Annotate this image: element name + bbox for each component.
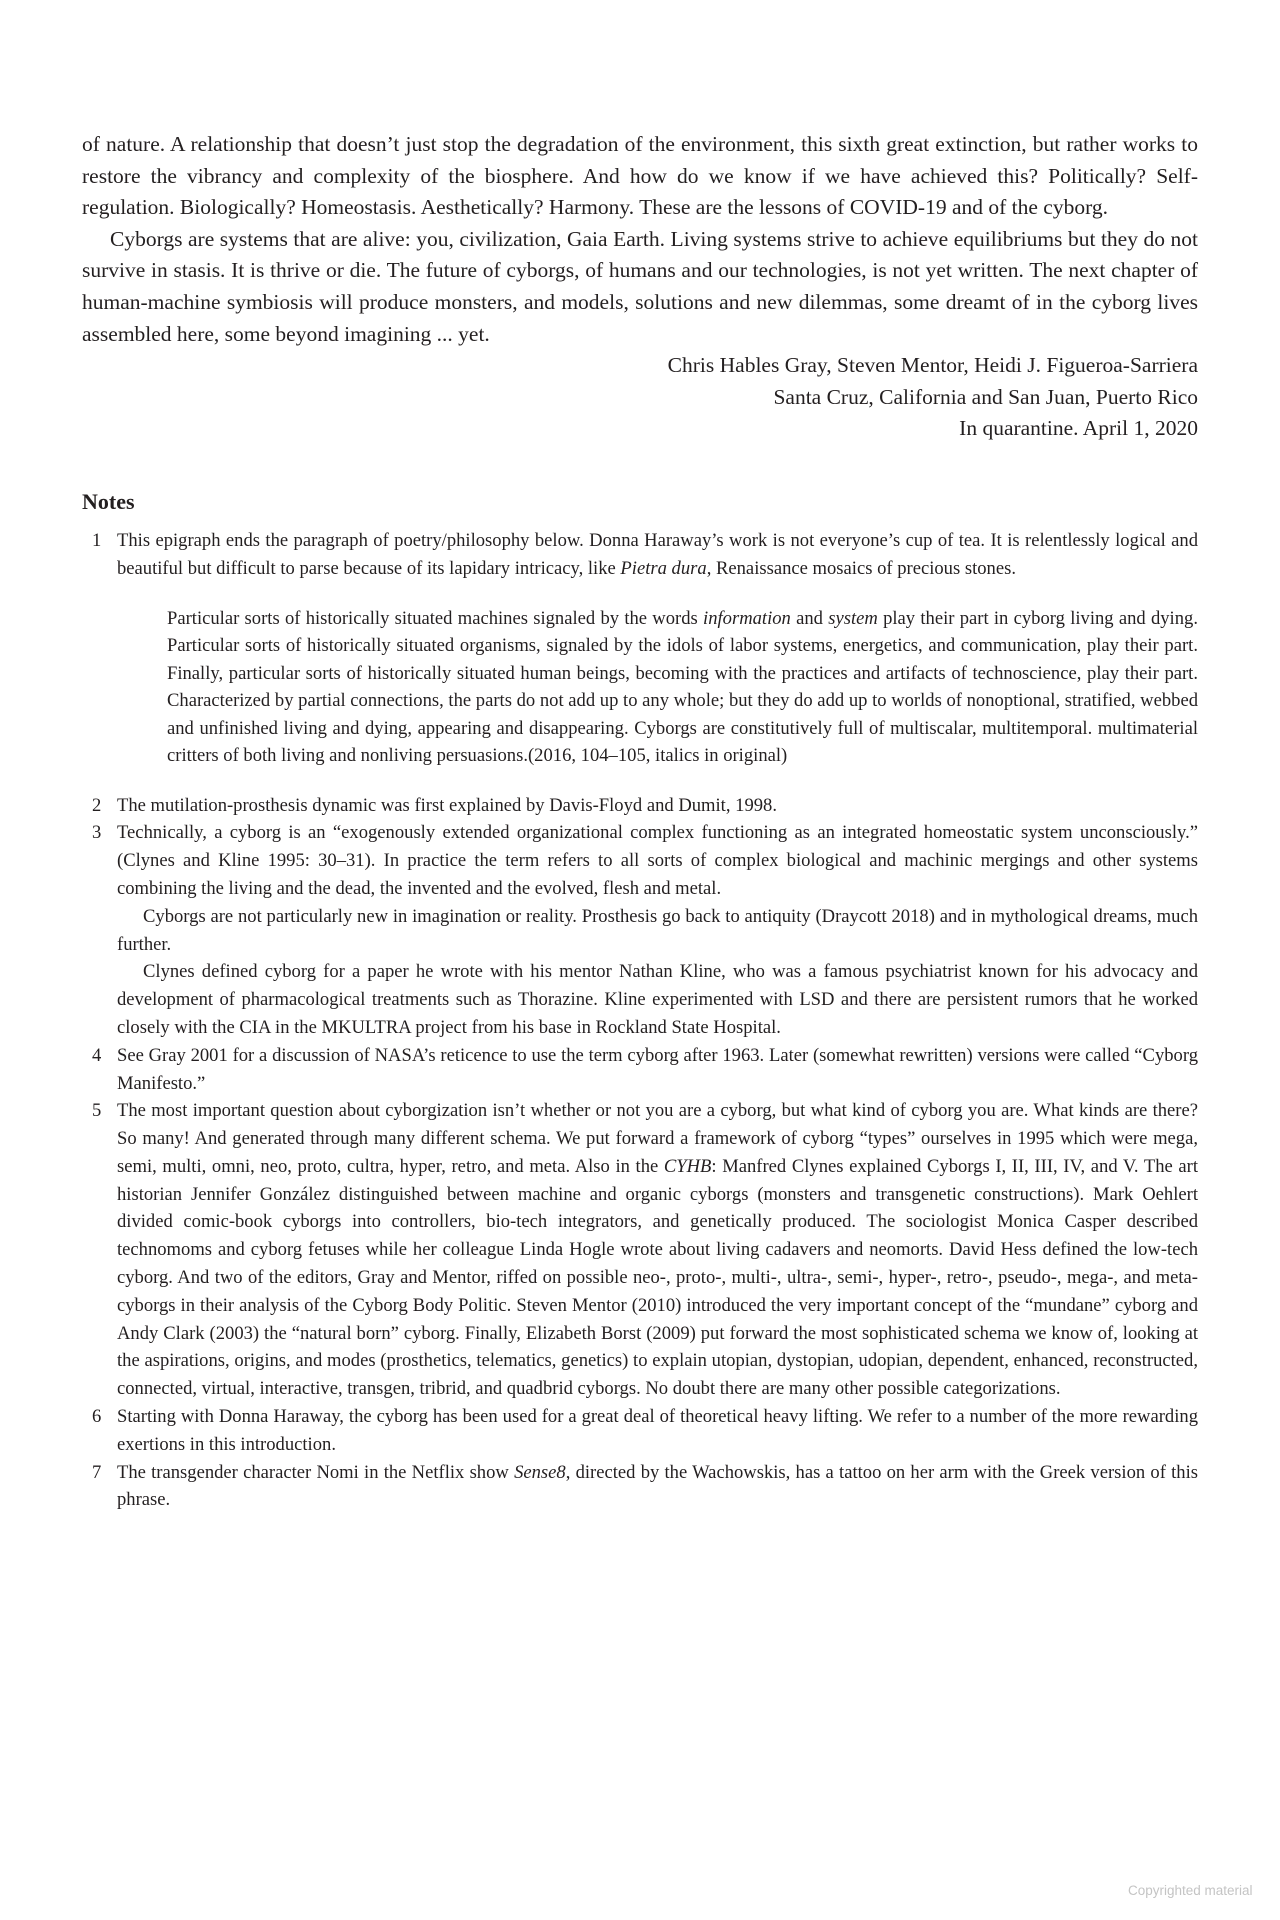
- text-run: Starting with Donna Haraway, the cyborg has been used for a great deal of theoretical heavy lifting. We refer to a number of the more rewarding exertions in this introduction.: [117, 1406, 1198, 1455]
- italic-text: information: [703, 607, 791, 629]
- note-number: 4: [92, 1044, 102, 1066]
- note-number: 6: [92, 1406, 102, 1428]
- signature-location: Santa Cruz, California and San Juan, Puerto Rico: [773, 384, 1198, 409]
- note-number: 5: [92, 1100, 102, 1122]
- note-item-3: [82, 819, 1198, 1041]
- note-number: 1: [92, 529, 102, 551]
- text-run: , Renaissance mosaics of precious stones.: [706, 557, 1016, 579]
- note-paragraph: [117, 1042, 1198, 1098]
- text-run: See Gray 2001 for a discussion of NASA’s reticence to use the term cyborg after 1963. Later (somewhat rewritten) versions were called “Cyborg Manifesto.”: [117, 1044, 1198, 1094]
- signature-date: In quarantine. April 1, 2020: [959, 416, 1198, 441]
- text-run: The transgender character Nomi in the Netflix show: [117, 1461, 515, 1483]
- main-body-text: [82, 129, 1198, 350]
- text-run: Particular sorts of historically situated machines signaled by the words: [167, 607, 704, 629]
- note-paragraph: [117, 903, 1198, 959]
- note-number: 3: [92, 822, 102, 844]
- note-item-1: [82, 527, 1198, 770]
- notes-heading: Notes: [82, 488, 135, 514]
- italic-text: CYHB: [663, 1155, 712, 1177]
- note-paragraph: [117, 527, 1198, 583]
- text-run: Clynes defined cyborg for a paper he wrote with his mentor Nathan Kline, who was a famous psychiatrist known for his advocacy and development of pharmacological treatments such as Thorazine. Kline experimented with LSD and there are persistent rumors that he worked closely with the CIA in the MKULTRA project from his base in Rockland State Hospital.: [117, 961, 1198, 1038]
- note-paragraph: [117, 1403, 1198, 1459]
- body-paragraph-2: [82, 224, 1198, 350]
- text-run: play their part in cyborg living and dying. Particular sorts of historically situated organisms, signaled by the idols of labor systems, energetics, and communication, play their part. Finally, particular sorts of historically situated human beings, becoming with the practices and artifacts of technoscience, play their part. Characterized by partial connections, the parts do not add up to any whole; but they do add up to worlds of nonoptional, stratified, webbed and unfinished living and dying, appearing and disappearing. Cyborgs are constitutively full of multiscalar, multitemporal. multimaterial critters of both living and nonliving persuasions.(2016, 104–105, italics in original): [167, 607, 1198, 767]
- text-run: The most important question about cyborgization isn’t whether or not you are a cyborg, but what kind of cyborg you are. What kinds are there? So many! And generated through many different schema. We put forward a framework of cyborg “types” ourselves in 1995 which were mega, semi, multi, omni, neo, proto, cultra, hyper, retro, and meta. Also in the: [117, 1100, 1198, 1177]
- text-run: The mutilation-prosthesis dynamic was first explained by Davis-Floyd and Dumit, 1998.: [117, 794, 777, 816]
- text-run: of nature. A relationship that doesn’t just stop the degradation of the environment, this sixth great extinction, but rather works to restore the vibrancy and complexity of the biosphere. And how do we know if we have achieved this? Politically? Self-regulation. Biologically? Homeostasis. Aesthetically? Harmony. These are the lessons of COVID-19 and of the cyborg.: [82, 132, 1198, 220]
- note-block-quote: [167, 605, 1198, 770]
- note-paragraph: [117, 819, 1198, 902]
- body-paragraph-1: [82, 129, 1198, 224]
- note-item-2: [82, 792, 1198, 820]
- notes-list: [82, 527, 1198, 1514]
- text-run: Cyborgs are not particularly new in imagination or reality. Prosthesis go back to antiquity (Draycott 2018) and in mythological dreams, much further.: [117, 905, 1198, 955]
- italic-text: Pietra dura: [620, 557, 707, 579]
- copyright-watermark: Copyrighted material: [1128, 1883, 1253, 1898]
- note-number: 7: [92, 1461, 102, 1483]
- text-run: This epigraph ends the paragraph of poetry/philosophy below. Donna Haraway’s work is not everyone’s cup of tea. It is relentlessly logical and beautiful but difficult to parse because of its lapidary intricacy, like: [117, 529, 1198, 579]
- note-paragraph: [117, 1459, 1198, 1515]
- note-item-5: [82, 1097, 1198, 1403]
- text-run: and: [790, 607, 829, 629]
- note-item-6: [82, 1403, 1198, 1459]
- signature-authors: Chris Hables Gray, Steven Mentor, Heidi J. Figueroa-Sarriera: [667, 353, 1198, 378]
- note-paragraph: [117, 958, 1198, 1041]
- note-paragraph: [117, 792, 1198, 820]
- note-number: 2: [92, 794, 102, 816]
- text-run: , directed by the Wachowskis, has a tattoo on her arm with the Greek version of this phrase.: [117, 1461, 1198, 1511]
- text-run: Cyborgs are systems that are alive: you, civilization, Gaia Earth. Living systems strive to achieve equilibriums but they do not survive in stasis. It is thrive or die. The future of cyborgs, of humans and our technologies, is not yet written. The next chapter of human-machine symbiosis will produce monsters, and models, solutions and new dilemmas, some dreamt of in the cyborg lives assembled here, some beyond imagining ... yet.: [82, 226, 1198, 346]
- document-page: [82, 129, 1198, 1514]
- note-item-7: [82, 1459, 1198, 1515]
- italic-text: system: [828, 607, 878, 629]
- note-item-4: [82, 1042, 1198, 1098]
- signature-block: [82, 350, 1198, 445]
- note-paragraph: [117, 1097, 1198, 1403]
- text-run: : Manfred Clynes explained Cyborgs I, II, III, IV, and V. The art historian Jennifer González distinguished between machine and organic cyborgs (monsters and transgenetic constructions). Mark Oehlert divided comic-book cyborgs into controllers, bio-tech integrators, and genetically produced. The sociologist Monica Casper described technomoms and cyborg fetuses while her colleague Linda Hogle wrote about living cadavers and neomorts. David Hess defined the low-tech cyborg. And two of the editors, Gray and Mentor, riffed on possible neo-, proto-, multi-, ultra-, semi-, hyper-, retro-, pseudo-, mega-, and meta-cyborgs in their analysis of the Cyborg Body Politic. Steven Mentor (2010) introduced the very important concept of the “mundane” cyborg and Andy Clark (2003) the “natural born” cyborg. Finally, Elizabeth Borst (2009) put forward the most sophisticated schema we know of, looking at the aspirations, origins, and modes (prosthetics, telematics, genetics) to explain utopian, dystopian, udopian, dependent, enhanced, reconstructed, connected, virtual, interactive, transgen, tribrid, and quadbrid cyborgs. No doubt there are many other possible categorizations.: [117, 1155, 1199, 1400]
- italic-text: Sense8: [514, 1461, 566, 1483]
- text-run: Technically, a cyborg is an “exogenously extended organizational complex functioning as an integrated homeostatic system unconsciously.” (Clynes and Kline 1995: 30–31). In practice the term refers to all sorts of complex biological and machinic mergings and other systems combining the living and the dead, the invented and the evolved, flesh and metal.: [117, 822, 1198, 899]
